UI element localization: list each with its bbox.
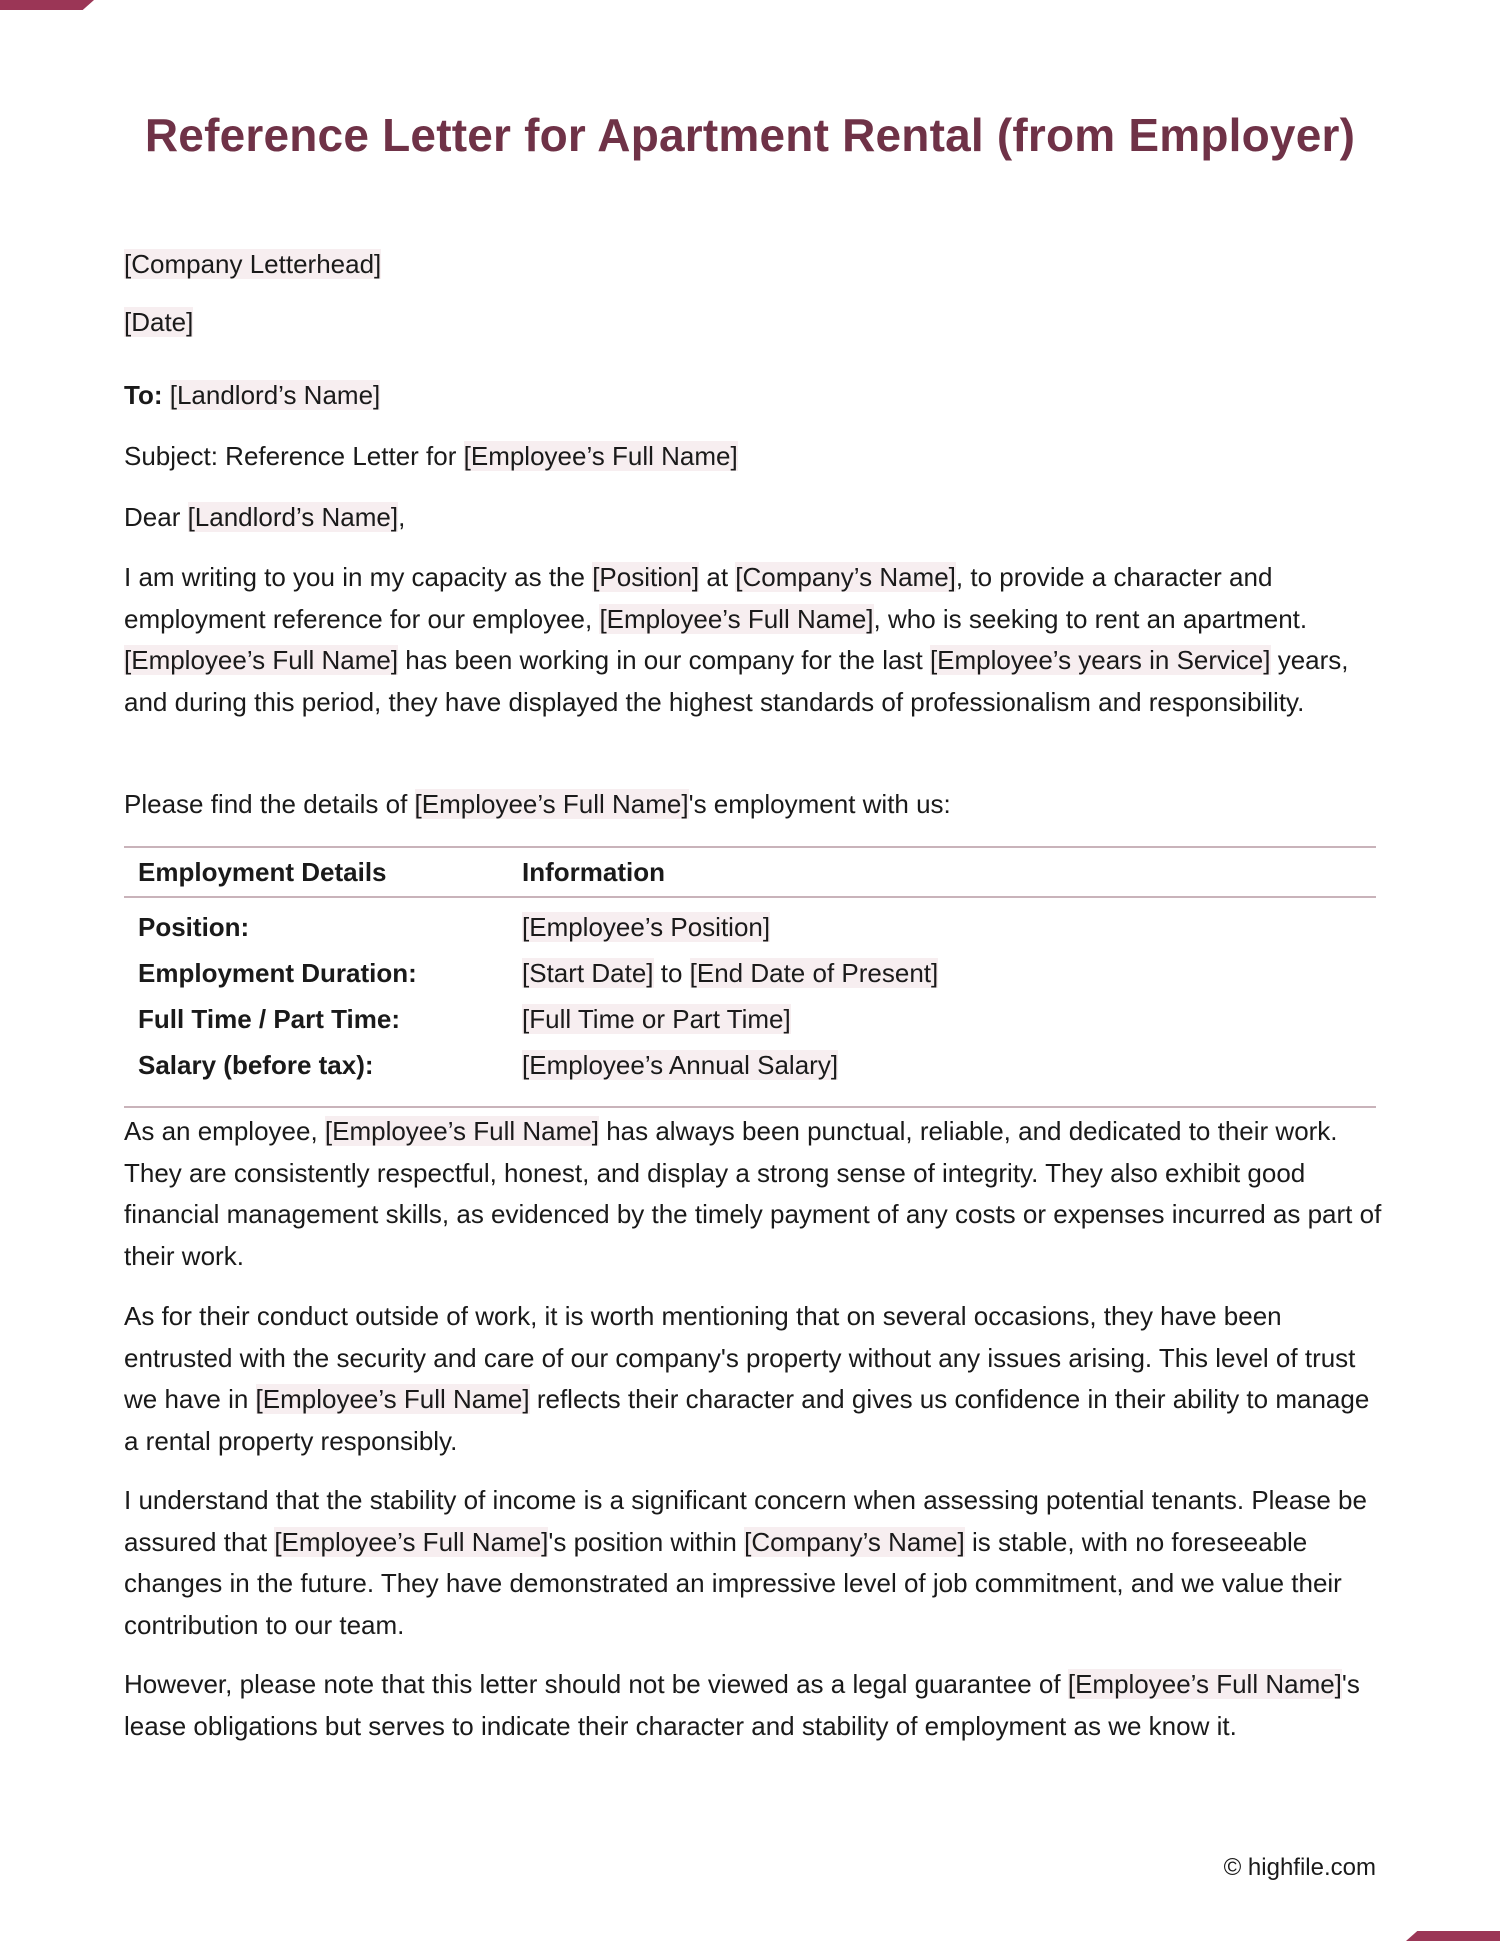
table-row — [124, 897, 1376, 950]
placeholder-years-in-service: [Employee’s years in Service] — [929, 645, 1271, 675]
text: to — [653, 957, 690, 988]
salutation — [124, 497, 405, 538]
recipient-line — [124, 375, 380, 416]
salutation-suffix: , — [398, 502, 406, 532]
text: is stable, with no foreseeable changes in the future. They have demonstrated an impressive level of job commitment, and we value their contribution to our team. — [124, 1526, 1342, 1640]
row-value — [508, 950, 1376, 996]
letterhead — [124, 244, 381, 285]
paragraph-conduct — [124, 1296, 1384, 1462]
placeholder-landlord-name: [Landlord’s Name] — [169, 380, 381, 410]
copyright-footer: © highfile.com — [1223, 1854, 1376, 1881]
row-value — [508, 1042, 1376, 1107]
table-row — [124, 950, 1376, 996]
text: 's lease obligations but serves to indicate their character and stability of employment as we know it. — [124, 1669, 1360, 1741]
text: at — [699, 562, 736, 592]
paragraph-intro — [124, 557, 1384, 723]
column-header: Information — [522, 856, 665, 887]
text: 's employment with us: — [688, 789, 951, 819]
placeholder-employee-name: [Employee’s Full Name] — [1067, 1669, 1342, 1699]
placeholder-employee-name: [Employee’s Full Name] — [414, 789, 689, 819]
placeholder-employee-position: [Employee’s Position] — [522, 911, 771, 942]
paragraph-income-stability — [124, 1480, 1384, 1646]
text: As an employee, — [124, 1116, 325, 1146]
corner-accent-bottom-right — [1406, 1931, 1500, 1941]
row-label: Position: — [138, 911, 250, 942]
date-line — [124, 302, 193, 343]
employment-details-table — [124, 846, 1376, 1108]
subject-line — [124, 436, 738, 477]
text: 's position within — [548, 1526, 745, 1557]
table-row — [124, 996, 1376, 1042]
placeholder-date: [Date] — [124, 307, 194, 337]
placeholder-company-name: [Company’s Name] — [744, 1526, 965, 1557]
paragraph-details-intro — [124, 784, 951, 825]
placeholder-employee-name: [Employee’s Full Name] — [599, 603, 874, 634]
placeholder-company-name: [Company’s Name] — [735, 562, 956, 592]
placeholder-employee-name: [Employee’s Full Name] — [255, 1384, 530, 1414]
text: As for their conduct outside of work, it is worth mentioning that on several occasions, they have been entrusted with the security and care of our company's property without any issues arising. This level of trust we have in — [124, 1301, 1356, 1414]
row-label: Full Time / Part Time: — [138, 1003, 400, 1034]
text: years, and during this period, they have displayed the highest standards of professionalism and responsibility. — [124, 645, 1349, 717]
paragraph-disclaimer — [124, 1664, 1384, 1747]
placeholder-position: [Position] — [592, 562, 700, 592]
placeholder-employee-name: [Employee’s Full Name] — [324, 1116, 599, 1146]
row-label: Employment Duration: — [138, 957, 417, 988]
placeholder-employee-name: [Employee’s Full Name] — [124, 645, 399, 675]
paragraph-character — [124, 1111, 1384, 1277]
row-value — [508, 996, 1376, 1042]
placeholder-annual-salary: [Employee’s Annual Salary] — [522, 1049, 839, 1080]
text: I understand that the stability of income is a significant concern when assessing potential tenants. Please be assured that — [124, 1485, 1367, 1557]
table-row — [124, 1042, 1376, 1107]
text: I am writing to you in my capacity as the — [124, 562, 593, 592]
document-title: Reference Letter for Apartment Rental (from Employer) — [144, 109, 1356, 161]
placeholder-employee-name: [Employee’s Full Name] — [463, 441, 738, 471]
corner-accent-top-left — [0, 0, 94, 10]
to-label: To: — [124, 380, 163, 410]
row-label: Salary (before tax): — [138, 1049, 374, 1080]
text: Please find the details of — [124, 789, 415, 819]
text: reflects their character and gives us confidence in their ability to manage a rental property responsibly. — [124, 1384, 1370, 1456]
table-header-row — [124, 847, 1376, 897]
column-header: Employment Details — [138, 856, 387, 887]
placeholder-employee-name: [Employee’s Full Name] — [274, 1526, 549, 1557]
placeholder-start-date: [Start Date] — [522, 957, 654, 988]
row-value — [508, 897, 1376, 950]
text: has always been punctual, reliable, and dedicated to their work. They are consistently respectful, honest, and display a strong sense of integrity. They also exhibit good financial management skills, as evidenced by the timely payment of any costs or expenses incurred as part of their work. — [124, 1116, 1382, 1271]
text: has been working in our company for the last — [398, 645, 930, 675]
text: , to provide a character and employment reference for our employee, — [124, 562, 1273, 634]
text: However, please note that this letter should not be viewed as a legal guarantee of — [124, 1669, 1068, 1699]
placeholder-landlord-name: [Landlord’s Name] — [187, 502, 399, 532]
placeholder-letterhead: [Company Letterhead] — [124, 249, 382, 279]
placeholder-end-date: [End Date of Present] — [689, 957, 939, 988]
placeholder-employment-type: [Full Time or Part Time] — [522, 1003, 791, 1034]
salutation-prefix: Dear — [124, 502, 188, 532]
subject-prefix: Subject: Reference Letter for — [124, 441, 464, 471]
text: , who is seeking to rent an apartment. — [873, 603, 1308, 634]
